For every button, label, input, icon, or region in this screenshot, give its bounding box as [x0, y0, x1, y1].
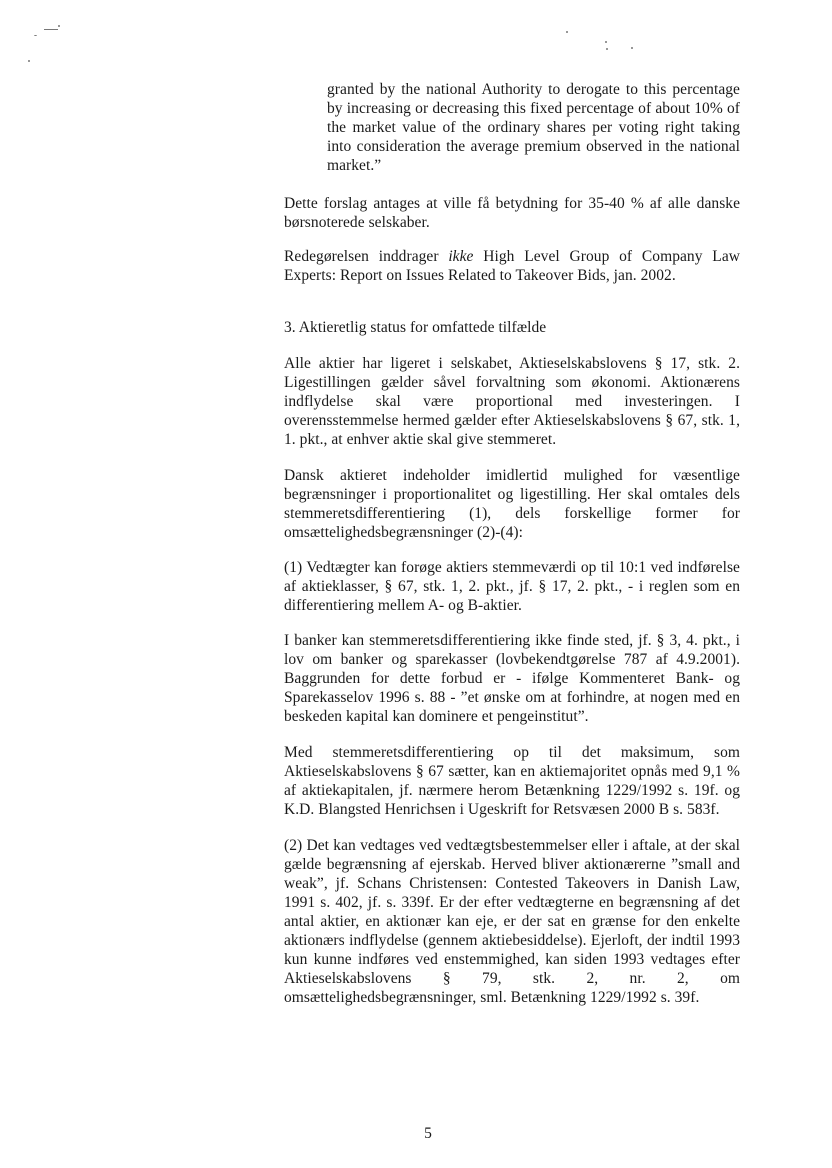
- scan-speck: [58, 25, 60, 27]
- redegoerelse-emphasis: ikke: [448, 248, 474, 265]
- redegoerelse-text-start: Redegørelsen inddrager: [284, 248, 449, 265]
- dansk-aktieret-paragraph: Dansk aktieret indeholder imidlertid mulighed for væsentlige begrænsninger i proportionalitet og ligestilling. Her skal omtales dels stemmeretsdifferentiering (1), dels forskellige former for omsættelighedsbegrænsninger (2)-(4):: [284, 467, 740, 541]
- med-stemmeret-paragraph: Med stemmeretsdifferentiering op til det maksimum, som Aktieselskabslovens § 67 sætter, kan en aktiemajoritet opnås med 9,1 % af aktiekapitalen, jf. nærmere herom Betænkning 1229/1992 s. 19f. og K.D. Blangsted Henrichsen i Ugeskrift for Retsvæsen 2000 B s. 583f.: [284, 744, 740, 818]
- scan-speck: [606, 48, 608, 50]
- banker-paragraph: I banker kan stemmeretsdifferentiering ikke finde sted, jf. § 3, 4. pkt., i lov om banker og sparekasser (lovbekendtgørelse 787 af 4.9.2001). Baggrunden for dette forbud er - ifølge Kommenteret Bank- og Sparekasselov 1996 s. 88 - ”et ønske om at forhindre, at nogen med en beskeden kapital kan dominere et pengeinstitut”.: [284, 632, 740, 725]
- scan-speck: [566, 31, 568, 33]
- scan-speck: [44, 29, 58, 30]
- vedtaegter-paragraph: (1) Vedtægter kan forøge aktiers stemmeværdi op til 10:1 ved indførelse af aktieklasser, § 67, stk. 1, 2. pkt., jf. § 17, 2. pkt., - i reglen som en differentiering mellem A- og B-aktier.: [284, 559, 740, 614]
- scan-speck: [631, 47, 633, 49]
- scan-speck: [28, 60, 30, 62]
- scan-speck: [34, 35, 37, 36]
- page-number: 5: [424, 1125, 432, 1142]
- forslag-paragraph: Dette forslag antages at ville få betydning for 35-40 % af alle danske børsnoterede selskaber.: [284, 195, 740, 231]
- redegoerelse-paragraph: [284, 247, 740, 285]
- redegoerelse-text-end: High Level Group of Company Law Experts: Report on Issues Related to Takeover Bids, jan. 2002.: [284, 248, 740, 284]
- body-text-column: [284, 80, 740, 1007]
- quote-paragraph: granted by the national Authority to derogate to this percentage by increasing or decreasing this fixed percentage of about 10% of the market value of the ordinary shares per voting right taking into consideration the average premium observed in the national market.”: [327, 81, 740, 174]
- ejerskab-paragraph: (2) Det kan vedtages ved vedtægtsbestemmelser eller i aftale, at der skal gælde begrænsning af ejerskab. Herved bliver aktionærerne ”small and weak”, jf. Schans Christensen: Contested Takeovers in Danish Law, 1991 s. 402, jf. s. 339f. Er der efter vedtægterne en begrænsning af det antal aktier, en aktionær kan eje, er der sat en grænse for den enkelte aktionærs indflydelse (gennem aktiebesiddelse). Ejerloft, der indtil 1993 kun kunne indføres ved enstemmighed, kan siden 1993 vedtages efter Aktieselskabslovens § 79, stk. 2, nr. 2, om omsættelighedsbegrænsninger, sml. Betænkning 1229/1992 s. 39f.: [284, 837, 740, 1006]
- alle-aktier-paragraph: Alle aktier har ligeret i selskabet, Aktieselskabslovens § 17, stk. 2. Ligestillingen gælder såvel forvaltning som økonomi. Aktionærens indflydelse skal være proportional med investeringen. I overensstemmelse hermed gælder efter Aktieselskabslovens § 67, stk. 1, 1. pkt., at enhver aktie skal give stemmeret.: [284, 355, 740, 448]
- scan-speck: [605, 41, 607, 43]
- section-heading: 3. Aktieretlig status for omfattede tilfælde: [284, 319, 547, 336]
